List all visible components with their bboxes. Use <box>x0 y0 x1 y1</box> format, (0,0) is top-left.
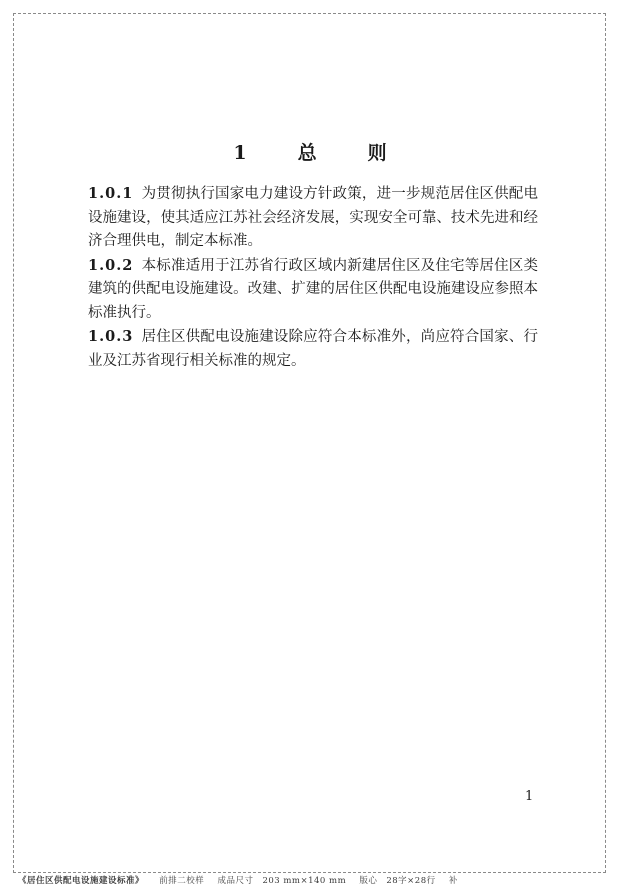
clause-1-0-2 <box>88 254 538 326</box>
clause-1-0-3 <box>88 325 538 373</box>
clause-number: 1.0.2 <box>88 256 134 274</box>
clause-1-0-1 <box>88 182 538 254</box>
clause-text: 居住区供配电设施建设除应符合本标准外，尚应符合国家、行业及江苏省现行相关标准的规定。 <box>88 329 538 369</box>
clause-number: 1.0.1 <box>88 185 134 202</box>
document-body <box>88 182 538 373</box>
clause-text: 本标准适用于江苏省行政区域内新建居住区及住宅等居住区类建筑的供配电设施建设。改建、扩建的居住区供配电设施建设应参照本标准执行。 <box>88 257 538 321</box>
proof-footer <box>18 874 468 886</box>
clause-text: 为贯彻执行国家电力建设方针政策，进一步规范居住区供配电设施建设，使其适应江苏社会经济发展，实现安全可靠、技术先进和经济合理供电，制定本标准。 <box>88 186 538 249</box>
clause-number: 1.0.3 <box>88 328 134 345</box>
footer-proof-label: 前排二校样 <box>159 876 205 886</box>
footer-extra: 补 <box>448 876 458 886</box>
footer-book-title: 《居住区供配电设施建设标准》 <box>18 876 145 886</box>
chapter-title: 1 总 则 <box>233 142 403 164</box>
page-number: 1 <box>525 789 534 804</box>
footer-core: 版心 28字×28行 <box>359 876 436 886</box>
footer-size: 成品尺寸 203 mm×140 mm <box>217 876 347 886</box>
